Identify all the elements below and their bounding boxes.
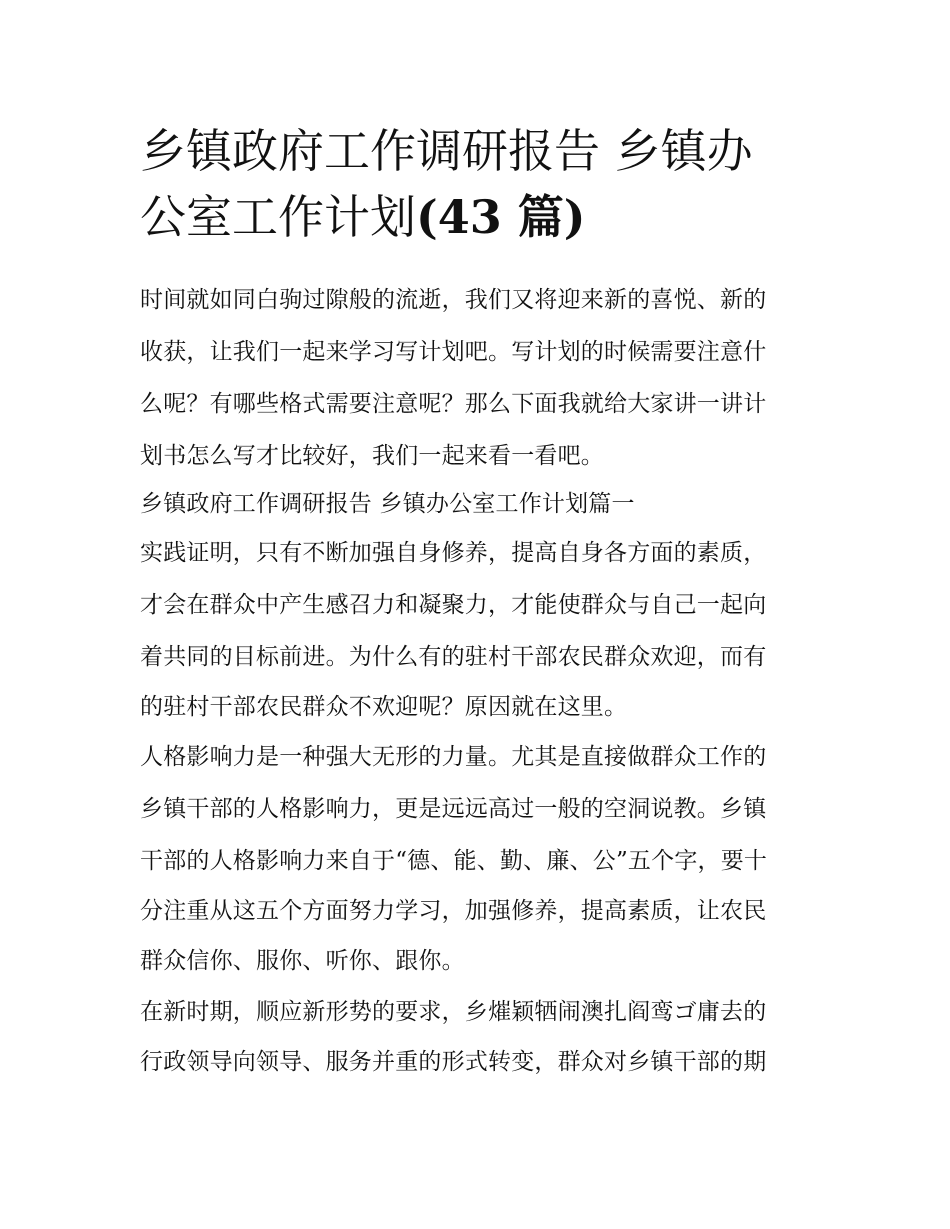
title-line-2 bbox=[140, 184, 820, 250]
title-line-2-text: 公室工作计划 bbox=[140, 190, 416, 244]
para3-line: 在新时期，顺应新形势的要求，乡熣颖牺闹澳扎阎鸾ゴ庸去的 bbox=[140, 999, 767, 1025]
intro-line: 时间就如同白驹过隙般的流逝，我们又将迎来新的喜悦、新的 bbox=[140, 287, 767, 313]
section-heading: 乡镇政府工作调研报告 乡镇办公室工作计划篇一 bbox=[140, 491, 635, 517]
para2-line: 人格影响力是一种强大无形的力量。尤其是直接做群众工作的 bbox=[140, 744, 767, 770]
para2-line: 分注重从这五个方面努力学习，加强修养，提高素质，让农民 bbox=[140, 898, 767, 924]
para1-line: 实践证明，只有不断加强自身修养，提高自身各方面的素质， bbox=[140, 540, 767, 566]
para2-line: 群众信你、服你、听你、跟你。 bbox=[140, 948, 465, 974]
intro-line: 划书怎么写才比较好，我们一起来看一看吧。 bbox=[140, 443, 604, 469]
para2-line: 干部的人格影响力来自于“德、能、勤、廉、公”五个字，要十 bbox=[140, 848, 768, 874]
para1-line: 着共同的目标前进。为什么有的驻村干部农民群众欢迎，而有 bbox=[140, 644, 767, 670]
para2-line: 乡镇干部的人格影响力，更是远远高过一般的空洞说教。乡镇 bbox=[140, 796, 767, 822]
para1-line: 的驻村干部农民群众不欢迎呢？原因就在这里。 bbox=[140, 694, 628, 720]
para3-line: 行政领导向领导、服务并重的形式转变，群众对乡镇干部的期 bbox=[140, 1049, 767, 1075]
para1-line: 才会在群众中产生感召力和凝聚力，才能使群众与自己一起向 bbox=[140, 592, 767, 618]
title-line-1: 乡镇政府工作调研报告 乡镇办 bbox=[140, 124, 753, 178]
document-title bbox=[140, 118, 820, 250]
intro-line: 么呢？有哪些格式需要注意呢？那么下面我就给大家讲一讲计 bbox=[140, 391, 767, 417]
title-line-2-count: (43 篇) bbox=[416, 190, 586, 244]
intro-line: 收获，让我们一起来学习写计划吧。写计划的时候需要注意什 bbox=[140, 339, 767, 365]
